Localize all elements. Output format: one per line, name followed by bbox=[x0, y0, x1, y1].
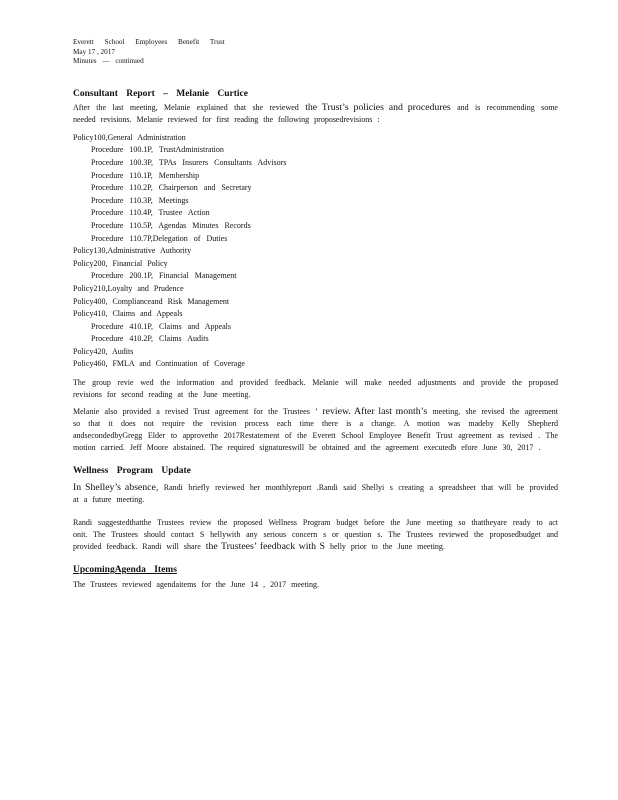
upcoming-agenda-paragraph: The Trustees reviewed agendaitems for the June 14 , 2017 meeting. bbox=[73, 580, 319, 590]
wellness-p2-emphasis: the Trustees’ feedback with S bbox=[205, 541, 325, 553]
procedure-item: Procedure 410.1P, Claims and Appeals bbox=[91, 321, 231, 331]
agreement-text-a: Melanie also provided a revised Trust agreement for the Trustees ’ bbox=[73, 407, 318, 417]
wellness-report-paragraph bbox=[73, 482, 558, 506]
policy-item: Policy420, Audits bbox=[73, 346, 134, 356]
wellness-p2-text-a: Randi suggestedthatthe Trustees review the proposed Wellness Program budget before the June meeting so thattheyare ready to act onit. The Trustees should contact S hellywith any serious concern s or question s. The Trustees reviewed the proposedbudget and provided feedback. Randi will share bbox=[73, 518, 558, 552]
agreement-text-b: meeting, she revised the agreement so that it does not require the revision process each time there is a change. A motion was madeby Kelly Shepherd andsecondedbyGregg Elder to approvethe 2017Restatement of the Everett School Employee Benefit Trust agreement as revised . The motion carried. Jeff Moore abstained. The required signatureswill be obtained and the agreement executedb efore June 30, 2017 . bbox=[73, 407, 559, 453]
upcoming-agenda-heading: UpcomingAgenda Items bbox=[73, 565, 177, 576]
procedure-item: Procedure 200.1P, Financial Management bbox=[91, 271, 237, 281]
header-date: May 17 , 2017 bbox=[73, 47, 115, 56]
header-minutes-label: Minutes — continued bbox=[73, 57, 144, 66]
header-organization: Everett School Employees Benefit Trust bbox=[73, 38, 225, 46]
wellness-p2-text-b: helly prior to the June meeting. bbox=[329, 542, 445, 552]
wellness-program-heading: Wellness Program Update bbox=[73, 466, 191, 477]
procedure-item: Procedure 110.5P, Agendas Minutes Records bbox=[91, 220, 251, 230]
procedure-item: Procedure 410.2P, Claims Audits bbox=[91, 334, 209, 344]
wellness-p1-text: Randi briefly reviewed her monthlyreport .Randi said Shellyi s creating a spreadsheet that will be provided at a future meeting. bbox=[73, 483, 559, 505]
consultant-intro-text-b: and is recommending some needed revisions. Melanie reviewed for first reading the following proposedrevisions : bbox=[73, 102, 558, 124]
consultant-intro-emphasis: the Trust’s policies and procedures bbox=[305, 101, 451, 113]
trust-agreement-paragraph bbox=[73, 406, 558, 454]
policy-revision-list bbox=[73, 132, 558, 371]
procedure-item: Procedure 100.3P, TPAs Insurers Consultants Advisors bbox=[91, 157, 287, 167]
wellness-budget-paragraph bbox=[73, 517, 558, 553]
procedure-item: Procedure 110.2P, Chairperson and Secretary bbox=[91, 183, 252, 193]
wellness-p1-emphasis: In Shelley’s absence, bbox=[73, 482, 159, 494]
policy-item: Policy210,Loyalty and Prudence bbox=[73, 283, 184, 293]
agreement-emphasis: review. After last month’s bbox=[322, 406, 428, 418]
policy-item: Policy100,General Administration bbox=[73, 132, 186, 142]
consultant-feedback-paragraph: The group revie wed the information and provided feedback. Melanie will make needed adjustments and provide the proposed revisions for second reading at the June meeting. bbox=[73, 378, 558, 400]
policy-item: Policy400, Complianceand Risk Management bbox=[73, 296, 230, 306]
policy-item: Policy130,Administrative Authority bbox=[73, 246, 192, 256]
procedure-item: Procedure 110.4P, Trustee Action bbox=[91, 208, 210, 218]
consultant-report-heading: Consultant Report – Melanie Curtice bbox=[73, 88, 248, 99]
policy-item: Policy200, Financial Policy bbox=[73, 258, 168, 268]
procedure-item: Procedure 110.7P,Delegation of Duties bbox=[91, 233, 228, 243]
consultant-intro-text-a: After the last meeting, Melanie explained that she reviewed bbox=[73, 102, 299, 112]
policy-item: Policy460, FMLA and Continuation of Coverage bbox=[73, 359, 245, 369]
consultant-intro-paragraph bbox=[73, 102, 558, 126]
procedure-item: Procedure 110.3P, Meetings bbox=[91, 195, 189, 205]
policy-item: Policy410, Claims and Appeals bbox=[73, 309, 183, 319]
document-header bbox=[73, 38, 558, 67]
procedure-item: Procedure 110.1P, Membership bbox=[91, 170, 200, 180]
procedure-item: Procedure 100.1P, TrustAdministration bbox=[91, 145, 224, 155]
